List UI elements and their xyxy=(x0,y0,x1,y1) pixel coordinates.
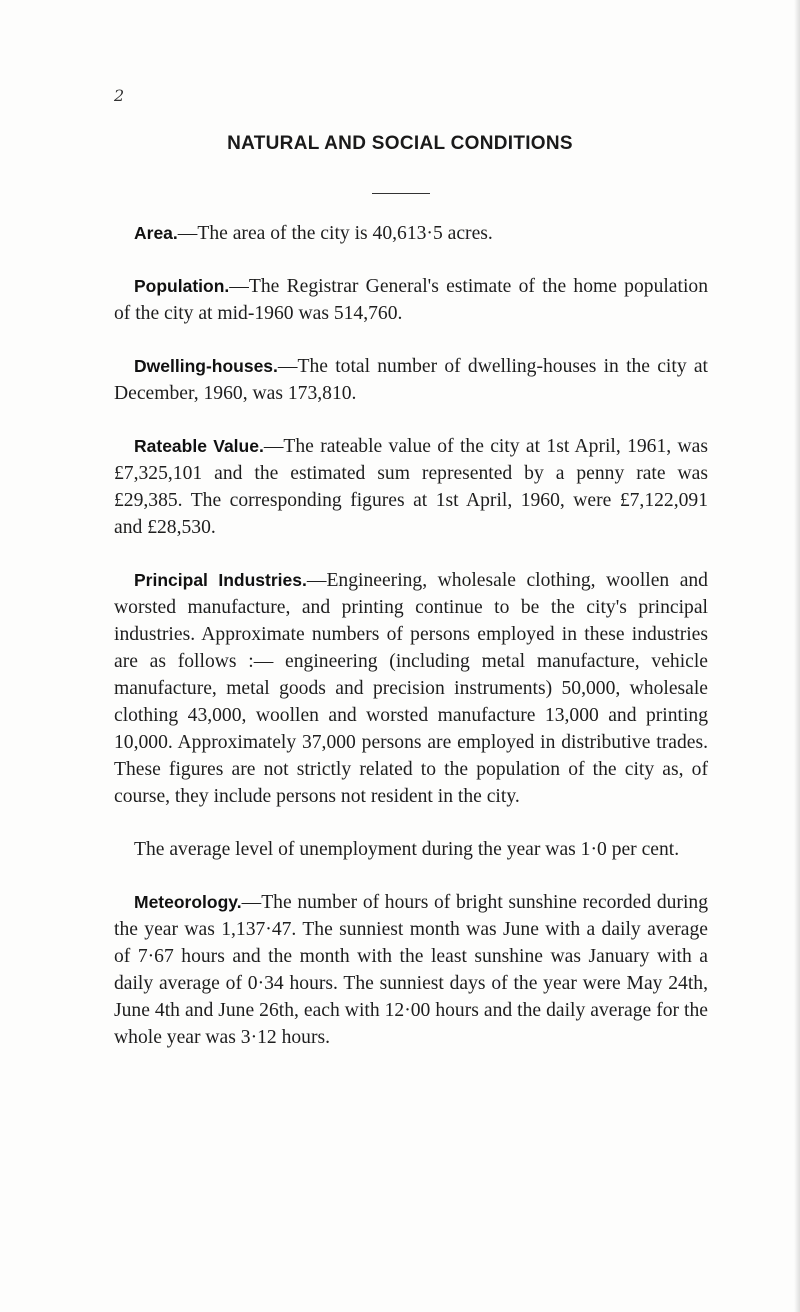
heading-principal-industries: Principal Industries. xyxy=(134,570,307,590)
text-principal-industries: —Engineering, wholesale clothing, woollen and worsted manufacture, and printing continue to be the city's principal industries. Approximate numbers of persons employed in these industries are as follows :— engineering (including metal manufacture, vehicle manufacture, metal goods and precision instruments) 50,000, wholesale clothing 43,000, woollen and worsted manufacture 13,000 and printing 10,000. Approximately 37,000 persons are employed in distributive trades. These figures are not strictly related to the population of the city as, of course, they include persons not resident in the city. xyxy=(114,570,708,807)
heading-area: Area. xyxy=(134,223,178,243)
page-title: NATURAL AND SOCIAL CONDITIONS xyxy=(227,133,573,154)
page-edge-shadow xyxy=(794,0,800,1312)
text-dwelling-houses: —The total number of dwelling-houses in the city at December, 1960, was 173,810. xyxy=(114,356,708,404)
paragraph-meteorology xyxy=(114,889,708,1051)
paragraph-area xyxy=(114,220,708,247)
text-unemployment: The average level of unemployment during the year was 1·0 per cent. xyxy=(134,839,680,860)
text-rateable-value: —The rateable value of the city at 1st April, 1961, was £7,325,101 and the estimated sum represented by a penny rate was £29,385. The corresponding figures at 1st April, 1960, were £7,122,091 and £28,530. xyxy=(114,436,708,538)
body-text xyxy=(114,220,708,1077)
text-meteorology: —The number of hours of bright sunshine recorded during the year was 1,137·47. The sunniest month was June with a daily average of 7·67 hours and the month with the least sunshine was January with a daily average of 0·34 hours. The sunniest days of the year were May 24th, June 4th and June 26th, each with 12·00 hours and the daily average for the whole year was 3·12 hours. xyxy=(114,892,708,1048)
heading-rateable-value: Rateable Value. xyxy=(134,436,264,456)
heading-population: Population. xyxy=(134,276,230,296)
paragraph-dwelling-houses xyxy=(114,353,708,407)
heading-meteorology: Meteorology. xyxy=(134,892,242,912)
page-number: 2 xyxy=(114,86,125,105)
paragraph-rateable-value xyxy=(114,433,708,541)
paragraph-unemployment xyxy=(114,836,708,863)
paragraph-population xyxy=(114,273,708,327)
title-divider xyxy=(372,193,430,194)
heading-dwelling-houses: Dwelling-houses. xyxy=(134,356,278,376)
text-area: —The area of the city is 40,613·5 acres. xyxy=(177,223,493,244)
text-population: —The Registrar General's estimate of the home population of the city at mid-1960 was 514,760. xyxy=(114,276,708,324)
paragraph-principal-industries xyxy=(114,567,708,810)
